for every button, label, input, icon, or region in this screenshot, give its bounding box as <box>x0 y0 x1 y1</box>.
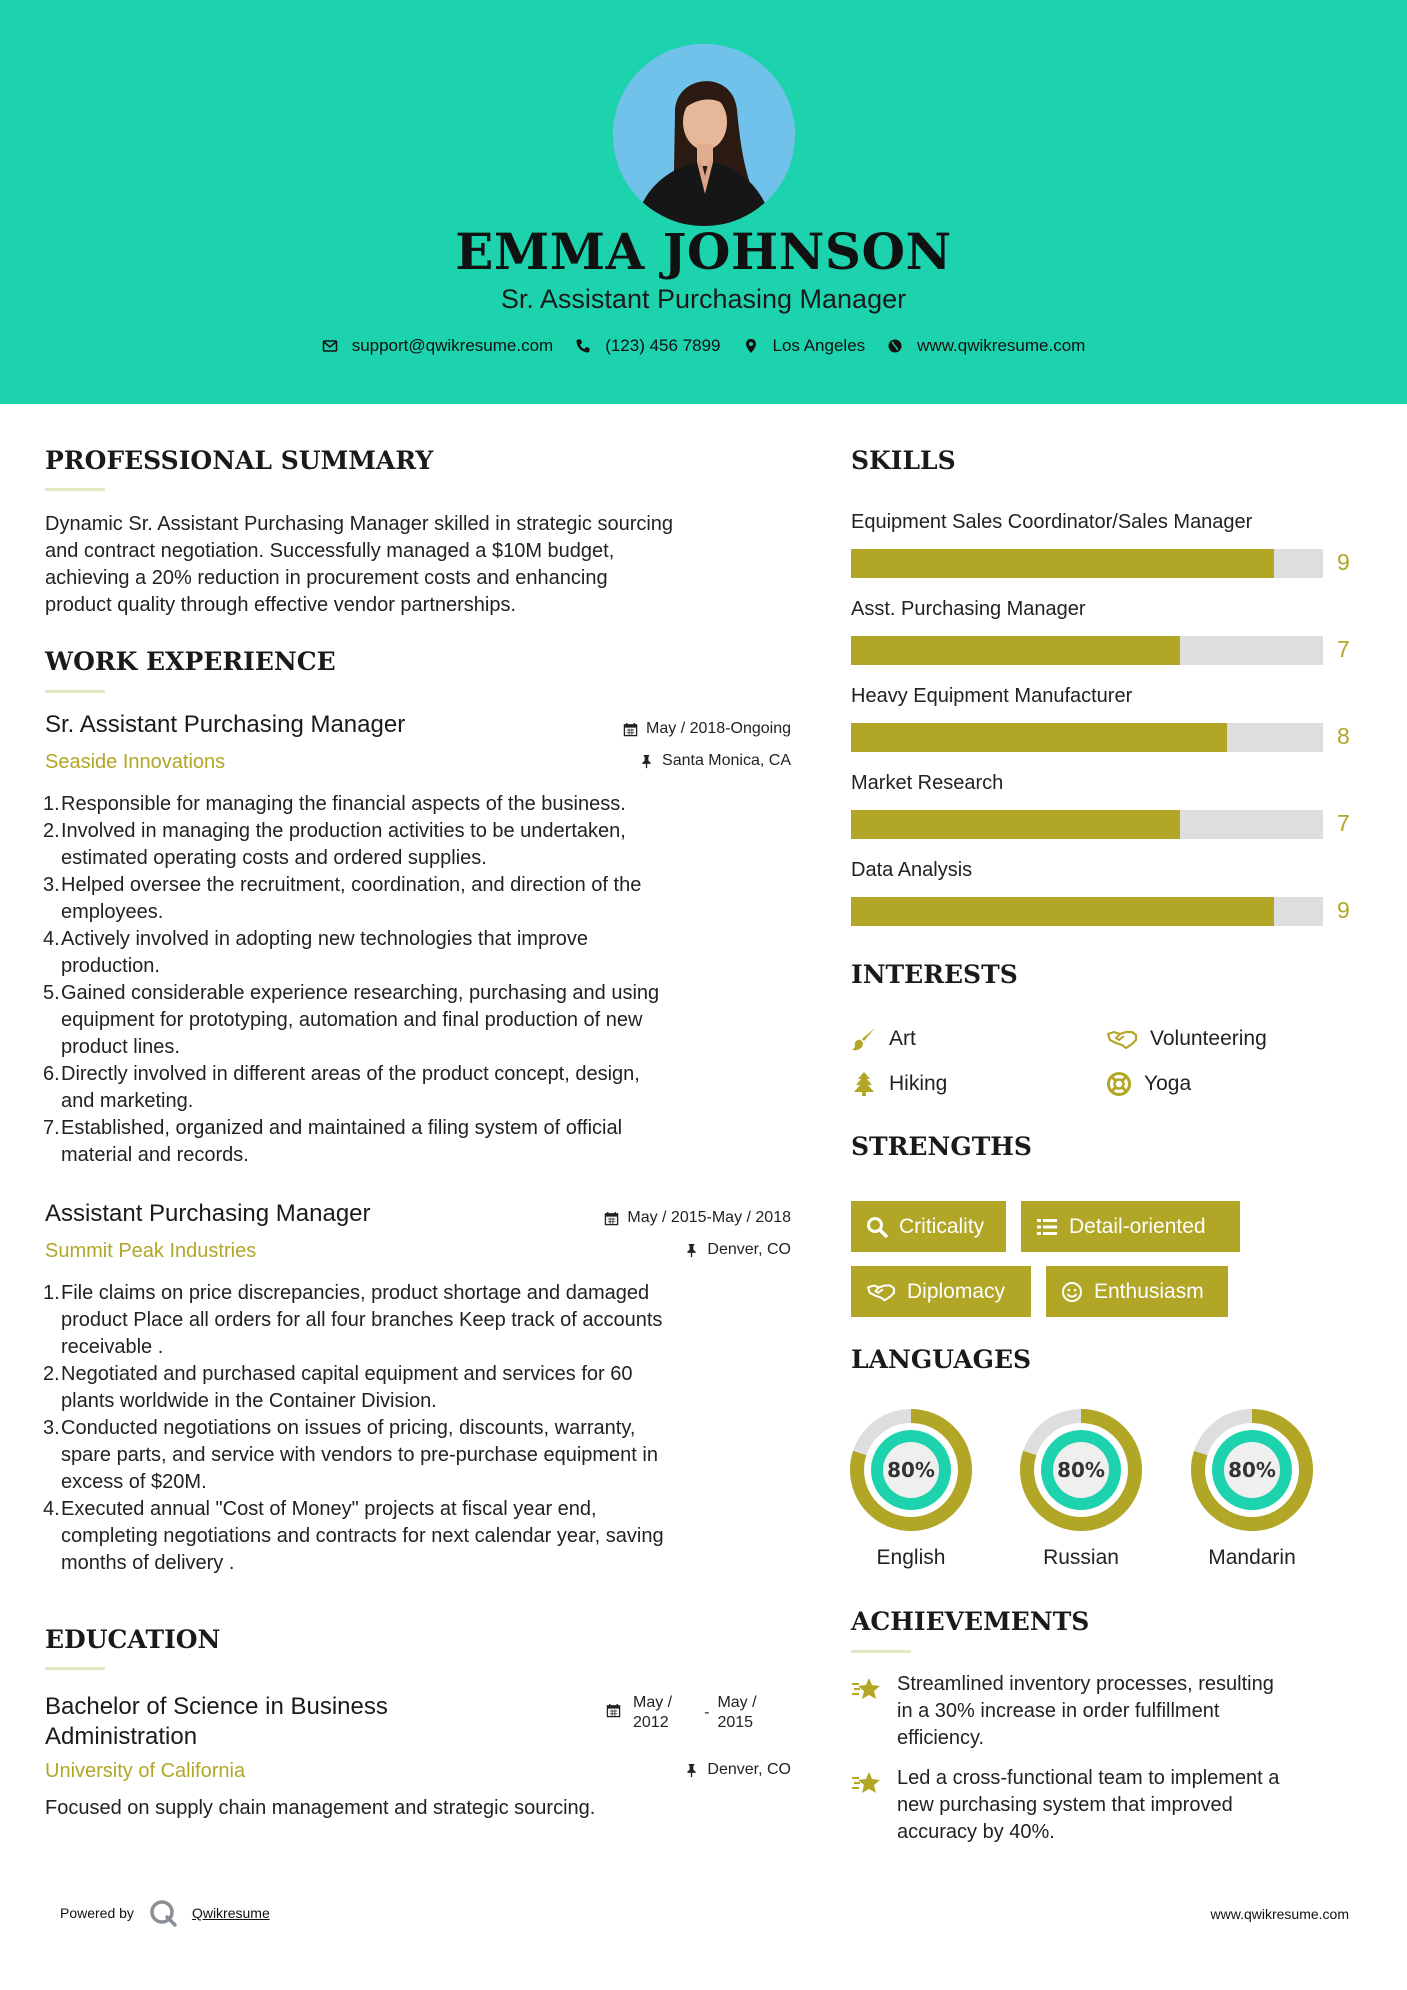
profile-photo <box>613 44 795 226</box>
pushpin-icon <box>639 754 654 769</box>
job-company: Summit Peak Industries <box>45 1240 257 1262</box>
language-english <box>846 1408 976 1570</box>
interest-label: Volunteering <box>1150 1027 1267 1050</box>
skill-bar-track <box>851 723 1323 752</box>
list-item: 2. Negotiated and purchased capital equipment and services for 60 plants worldwide in the Container Division. <box>43 1363 633 1412</box>
language-mandarin <box>1187 1408 1317 1570</box>
handshake-icon <box>1106 1026 1138 1052</box>
contact-row <box>0 336 1407 356</box>
footer-site[interactable]: www.qwikresume.com <box>1210 1906 1349 1922</box>
experience-heading: WORK EXPERIENCE <box>45 647 336 676</box>
contact-location-text: Los Angeles <box>772 336 866 355</box>
skill-bar-fill <box>851 897 1274 926</box>
list-item: 3. Conducted negotiations on issues of pricing, discounts, warranty, spare parts, and service with vendors to pre-purchase equipment in excess of $20M. <box>43 1417 658 1493</box>
job-title: Sr. Assistant Purchasing Manager <box>45 711 406 738</box>
map-pin-icon <box>743 338 759 354</box>
interest-label: Hiking <box>889 1072 948 1095</box>
smile-icon <box>1060 1280 1084 1304</box>
language-russian <box>1016 1408 1146 1570</box>
interest-label: Art <box>889 1027 916 1050</box>
search-icon <box>865 1215 889 1239</box>
job-location-text: Santa Monica, CA <box>662 752 791 769</box>
achievement-text: Led a cross-functional team to implement a new purchasing system that improved accuracy by 40%. <box>897 1767 1280 1843</box>
contact-website[interactable] <box>887 336 1085 356</box>
achievement-text: Streamlined inventory processes, resulting in a 30% increase in order fulfillment efficiency. <box>897 1673 1274 1749</box>
candidate-title: Sr. Assistant Purchasing Manager <box>500 284 907 314</box>
education-date-sep: - <box>704 1704 710 1721</box>
contact-website-text: www.qwikresume.com <box>917 336 1086 355</box>
candidate-name: EMMA JOHNSON <box>455 222 952 281</box>
language-label: Mandarin <box>1208 1546 1296 1569</box>
list-item: 5. Gained considerable experience researching, purchasing and using equipment for prototyping, automation and final production of new product lines. <box>43 982 660 1058</box>
education-date-end: May / 2015 <box>717 1694 757 1731</box>
summary-line: and contract negotiation. Successfully managed a $10M budget, <box>45 540 615 562</box>
education-date <box>606 1693 757 1733</box>
star-badge-icon <box>851 1675 883 1703</box>
job-location <box>684 1241 791 1259</box>
skill-label: Market Research <box>851 772 1004 794</box>
education-underline <box>45 1667 105 1670</box>
qwikresume-link[interactable]: Qwikresume <box>191 1905 270 1921</box>
job-location-text: Denver, CO <box>707 1241 791 1258</box>
list-item: 3. Helped oversee the recruitment, coordination, and direction of the employees. <box>43 874 642 923</box>
language-progress-ring <box>849 1408 973 1532</box>
language-percent: 80% <box>1228 1458 1276 1482</box>
phone-icon <box>575 338 591 354</box>
experience-underline <box>45 690 105 693</box>
interest-hiking <box>851 1071 947 1097</box>
achievement-item <box>851 1765 1371 1846</box>
tree-icon <box>851 1071 877 1097</box>
strength-badge <box>1021 1201 1240 1252</box>
calendar-icon <box>606 1703 621 1718</box>
skill-bar-fill <box>851 723 1227 752</box>
list-item: 1. Responsible for managing the financial aspects of the business. <box>43 793 626 815</box>
job-company: Seaside Innovations <box>45 751 226 773</box>
achievements-heading: ACHIEVEMENTS <box>851 1607 1090 1636</box>
skill-bar-track <box>851 897 1323 926</box>
job-date-text: May / 2018-Ongoing <box>646 720 791 737</box>
strength-badge <box>851 1201 1006 1252</box>
list-icon <box>1035 1215 1059 1239</box>
list-item: 1. File claims on price discrepancies, product shortage and damaged product Place all orders for all four branches Keep track of accounts receivable . <box>43 1282 663 1358</box>
skill-label: Data Analysis <box>851 859 973 881</box>
skill-bar-fill <box>851 549 1274 578</box>
job-title: Assistant Purchasing Manager <box>45 1200 371 1227</box>
paintbrush-icon <box>851 1026 877 1052</box>
job-date <box>604 1209 791 1227</box>
interest-art <box>851 1026 916 1052</box>
language-label: Russian <box>1043 1546 1119 1569</box>
skill-label: Equipment Sales Coordinator/Sales Manager <box>851 511 1253 533</box>
envelope-icon <box>322 338 338 354</box>
strength-label: Diplomacy <box>907 1279 1006 1303</box>
resume-header <box>0 0 1407 404</box>
summary-text <box>45 511 805 619</box>
list-item: 6. Directly involved in different areas of the product concept, design, and marketing. <box>43 1063 640 1112</box>
skill-score: 7 <box>1337 636 1350 662</box>
language-percent: 80% <box>1057 1458 1105 1482</box>
summary-line: Dynamic Sr. Assistant Purchasing Manager skilled in strategic sourcing <box>45 513 674 535</box>
interests-heading: INTERESTS <box>851 960 1018 989</box>
school-name: University of California <box>45 1760 246 1782</box>
interest-label: Yoga <box>1144 1072 1192 1095</box>
summary-line: achieving a 20% reduction in procurement costs and enhancing <box>45 567 608 589</box>
interest-yoga <box>1106 1071 1191 1097</box>
skill-bar-track <box>851 636 1323 665</box>
skill-bar-track <box>851 810 1323 839</box>
job-responsibilities <box>43 791 813 1169</box>
pushpin-icon <box>684 1243 699 1258</box>
person-portrait-icon <box>613 44 795 226</box>
summary-line: product quality through effective vendor partnerships. <box>45 594 517 616</box>
contact-email-text: support@qwikresume.com <box>351 336 554 355</box>
contact-email[interactable] <box>322 336 554 356</box>
education-date-start: May / 2012 <box>633 1694 673 1731</box>
language-percent: 80% <box>887 1458 935 1482</box>
skill-score: 9 <box>1337 897 1350 923</box>
summary-heading: PROFESSIONAL SUMMARY <box>45 446 434 475</box>
strength-label: Detail-oriented <box>1069 1214 1206 1238</box>
language-progress-ring <box>1190 1408 1314 1532</box>
contact-phone[interactable] <box>575 336 720 356</box>
education-location-text: Denver, CO <box>707 1761 791 1778</box>
globe-icon <box>887 338 903 354</box>
skills-heading: SKILLS <box>851 446 956 475</box>
lifebuoy-icon <box>1106 1071 1132 1097</box>
strength-label: Criticality <box>899 1214 985 1238</box>
strength-label: Enthusiasm <box>1094 1279 1204 1303</box>
skill-bar-fill <box>851 636 1180 665</box>
education-heading: EDUCATION <box>45 1625 221 1654</box>
list-item: 4. Executed annual "Cost of Money" projects at fiscal year end, completing negotiations and contracts for next calendar year, saving months of delivery . <box>43 1498 664 1574</box>
list-item: 2. Involved in managing the production activities to be undertaken, estimated operating costs and ordered supplies. <box>43 820 626 869</box>
skill-label: Heavy Equipment Manufacturer <box>851 685 1133 707</box>
interest-volunteering <box>1106 1026 1267 1052</box>
language-label: English <box>876 1546 946 1569</box>
job-date-text: May / 2015-May / 2018 <box>627 1209 791 1226</box>
education-description: Focused on supply chain management and strategic sourcing. <box>45 1797 596 1819</box>
job-location <box>639 752 791 770</box>
job-date <box>623 720 791 738</box>
skill-label: Asst. Purchasing Manager <box>851 598 1086 620</box>
skill-bar-fill <box>851 810 1180 839</box>
footer-powered-by <box>60 1898 270 1928</box>
skill-score: 9 <box>1337 549 1350 575</box>
achievement-item <box>851 1671 1371 1752</box>
calendar-icon <box>623 722 638 737</box>
languages-heading: LANGUAGES <box>851 1345 1032 1374</box>
skill-bar-track <box>851 549 1323 578</box>
calendar-icon <box>604 1211 619 1226</box>
language-progress-ring <box>1019 1408 1143 1532</box>
qwikresume-logo-icon <box>148 1898 178 1928</box>
strengths-heading: STRENGTHS <box>851 1132 1032 1161</box>
handshake-icon <box>865 1280 897 1304</box>
pushpin-icon <box>684 1763 699 1778</box>
education-location <box>684 1761 791 1779</box>
skill-score: 7 <box>1337 810 1350 836</box>
contact-phone-text: (123) 456 7899 <box>605 336 721 355</box>
contact-location <box>743 336 866 356</box>
strength-badge <box>851 1266 1031 1317</box>
achievements-underline <box>851 1650 911 1653</box>
strength-badge <box>1046 1266 1228 1317</box>
list-item: 4. Actively involved in adopting new technologies that improve production. <box>43 928 588 977</box>
summary-underline <box>45 488 105 491</box>
degree-title: Bachelor of Science in Business Administration <box>45 1693 388 1750</box>
powered-by-text: Powered by <box>60 1905 134 1921</box>
job-responsibilities <box>43 1280 823 1577</box>
skill-score: 8 <box>1337 723 1350 749</box>
star-badge-icon <box>851 1769 883 1797</box>
list-item: 7. Established, organized and maintained a filing system of official material and records. <box>43 1117 623 1166</box>
